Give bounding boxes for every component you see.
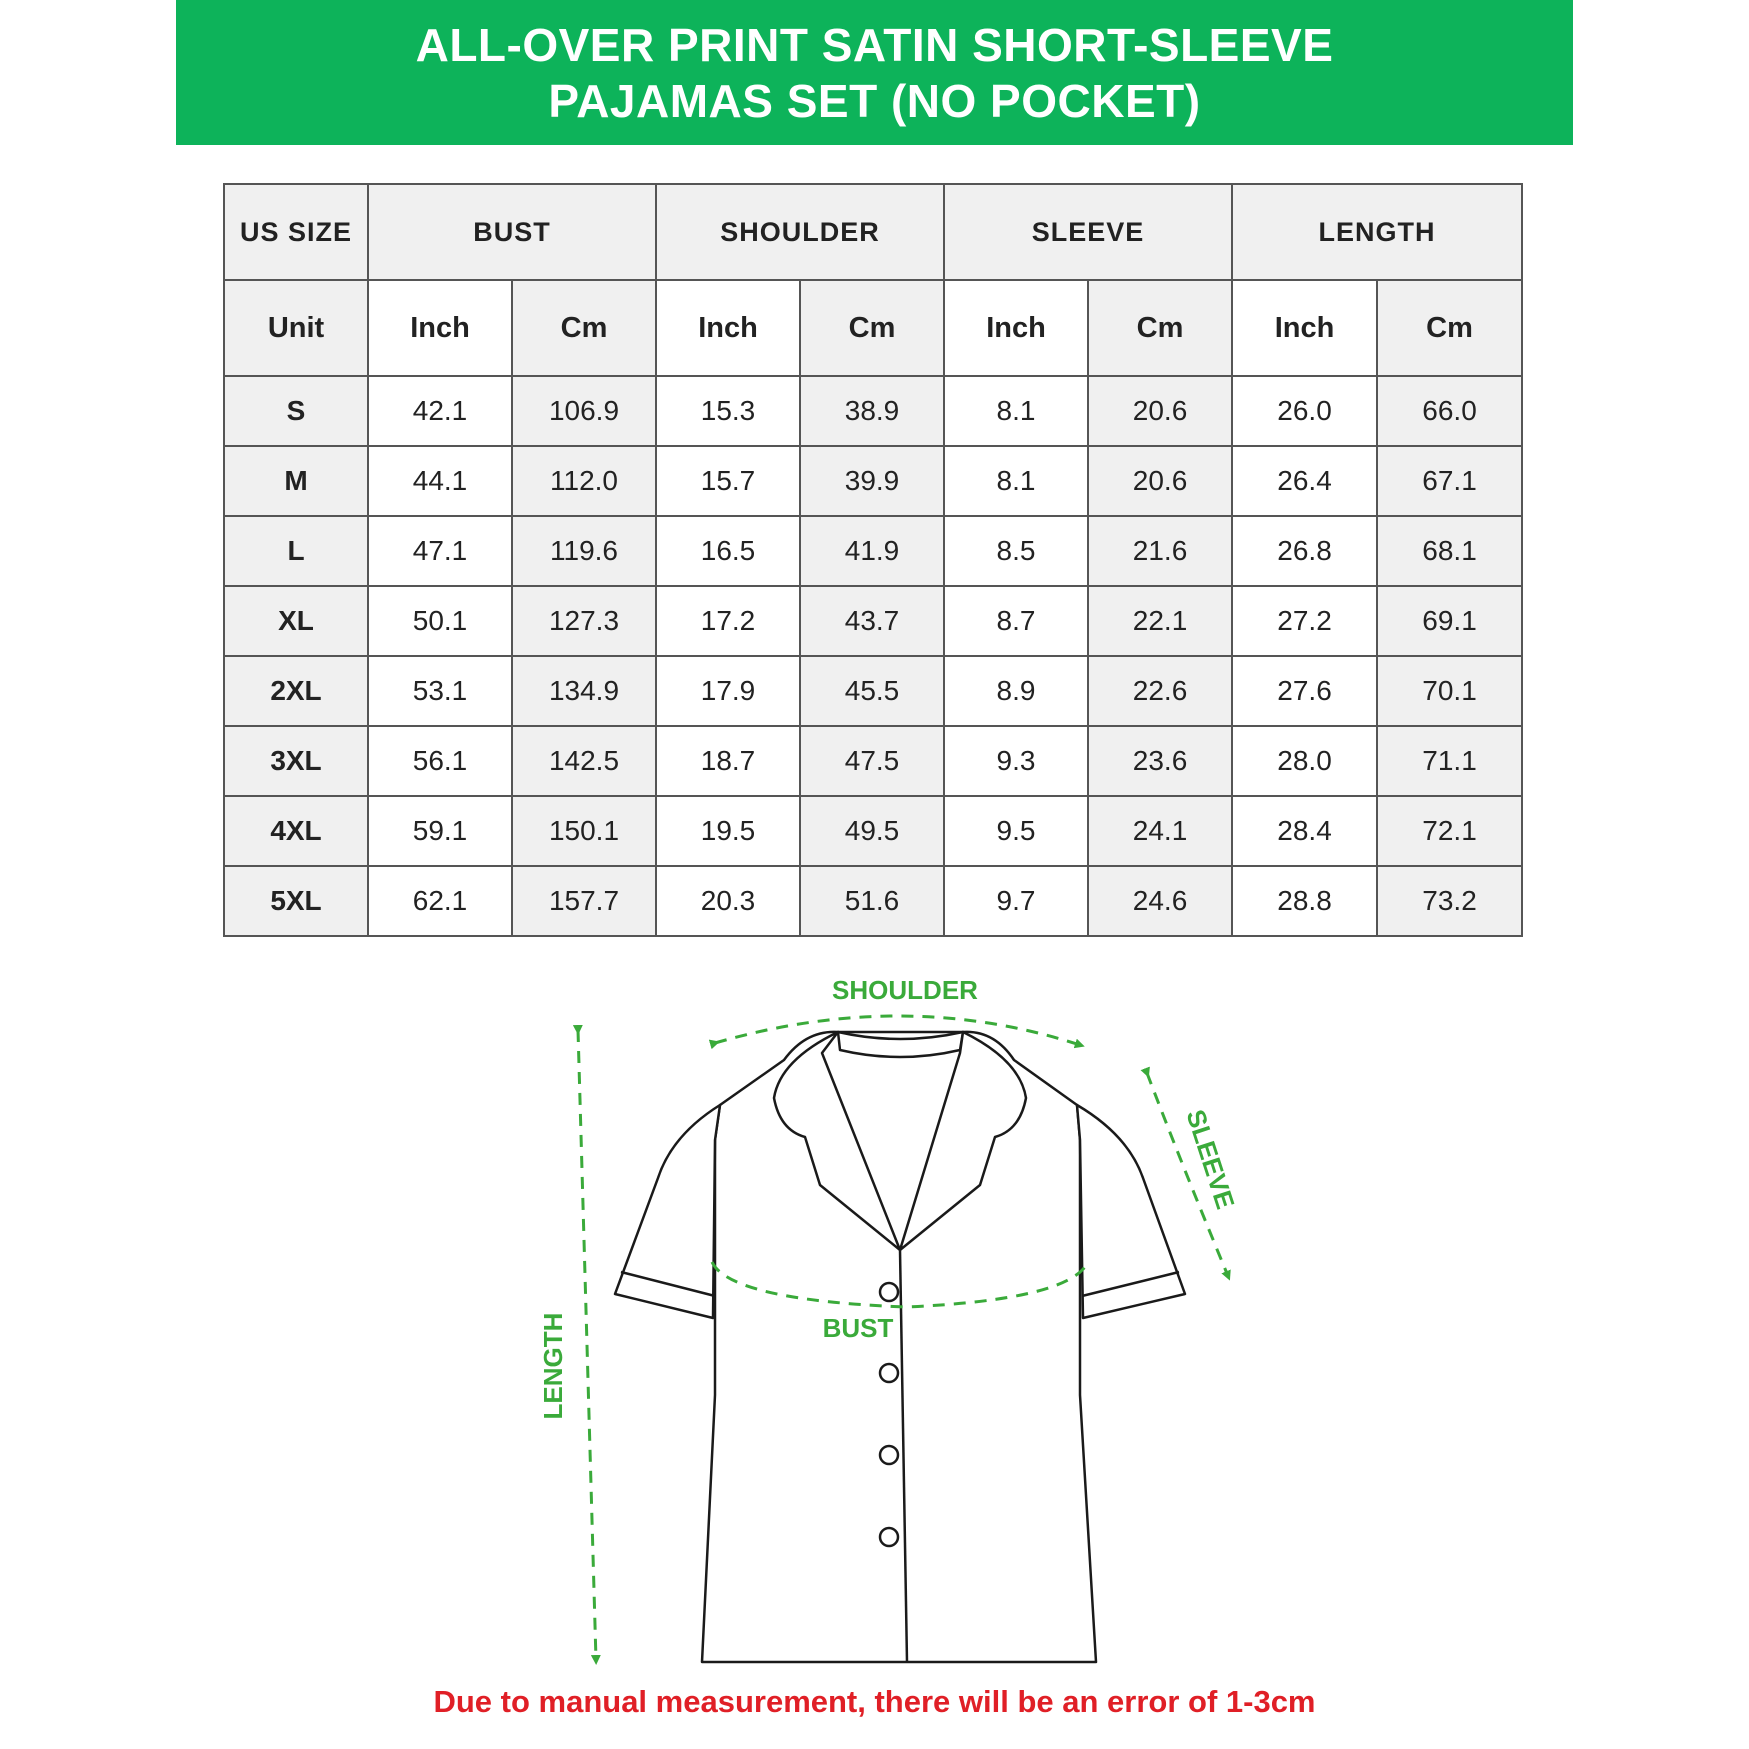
measurement-cell: 18.7 (656, 726, 800, 796)
title-line-2: PAJAMAS SET (NO POCKET) (548, 74, 1201, 127)
measurement-cell: 47.1 (368, 516, 512, 586)
measurement-cell: 56.1 (368, 726, 512, 796)
measurement-cell: 43.7 (800, 586, 944, 656)
button (880, 1528, 898, 1546)
measurement-cell: 51.6 (800, 866, 944, 936)
length-label: LENGTH (538, 1312, 568, 1420)
left-sleeve (615, 1105, 720, 1318)
measurement-cell: 42.1 (368, 376, 512, 446)
measurement-cell: 70.1 (1377, 656, 1522, 726)
unit-cell: Inch (656, 280, 800, 376)
measurement-cell: 24.1 (1088, 796, 1232, 866)
sleeve-header: SLEEVE (944, 184, 1232, 280)
measurement-cell: 27.2 (1232, 586, 1377, 656)
measurement-cell: 39.9 (800, 446, 944, 516)
measurement-cell: 23.6 (1088, 726, 1232, 796)
measurement-cell: 53.1 (368, 656, 512, 726)
size-cell: XL (224, 586, 368, 656)
measurement-cell: 150.1 (512, 796, 656, 866)
length-header: LENGTH (1232, 184, 1522, 280)
measurement-cell: 71.1 (1377, 726, 1522, 796)
measurement-cell: 142.5 (512, 726, 656, 796)
measurement-cell: 20.6 (1088, 376, 1232, 446)
size-cell: 5XL (224, 866, 368, 936)
measurement-cell: 28.4 (1232, 796, 1377, 866)
measurement-cell: 38.9 (800, 376, 944, 446)
unit-cell: Inch (368, 280, 512, 376)
measurement-cell: 68.1 (1377, 516, 1522, 586)
measurement-cell: 59.1 (368, 796, 512, 866)
measurement-cell: 157.7 (512, 866, 656, 936)
measurement-cell: 8.5 (944, 516, 1088, 586)
measurement-cell: 26.4 (1232, 446, 1377, 516)
measurement-cell: 22.6 (1088, 656, 1232, 726)
measurement-cell: 20.3 (656, 866, 800, 936)
size-cell: M (224, 446, 368, 516)
measurement-cell: 8.7 (944, 586, 1088, 656)
size-cell: 4XL (224, 796, 368, 866)
measurement-cell: 24.6 (1088, 866, 1232, 936)
measurement-cell: 16.5 (656, 516, 800, 586)
measurement-cell: 9.3 (944, 726, 1088, 796)
unit-label: Unit (224, 280, 368, 376)
unit-cell: Inch (1232, 280, 1377, 376)
bust-header: BUST (368, 184, 656, 280)
size-cell: L (224, 516, 368, 586)
measurement-cell: 41.9 (800, 516, 944, 586)
size-cell: 2XL (224, 656, 368, 726)
measurement-cell: 67.1 (1377, 446, 1522, 516)
measurement-cell: 15.3 (656, 376, 800, 446)
measurement-cell: 9.7 (944, 866, 1088, 936)
measurement-cell: 112.0 (512, 446, 656, 516)
button (880, 1364, 898, 1382)
measurement-cell: 49.5 (800, 796, 944, 866)
measurement-cell: 26.0 (1232, 376, 1377, 446)
unit-cell: Cm (512, 280, 656, 376)
measurement-cell: 20.6 (1088, 446, 1232, 516)
measurement-cell: 134.9 (512, 656, 656, 726)
measurement-cell: 26.8 (1232, 516, 1377, 586)
shirt-body (702, 1032, 1096, 1662)
measurement-cell: 72.1 (1377, 796, 1522, 866)
length-arrow (578, 1030, 596, 1660)
measurement-cell: 19.5 (656, 796, 800, 866)
unit-cell: Inch (944, 280, 1088, 376)
unit-cell: Cm (1377, 280, 1522, 376)
button (880, 1446, 898, 1464)
us-size-header: US SIZE (224, 184, 368, 280)
measurement-cell: 22.1 (1088, 586, 1232, 656)
unit-cell: Cm (800, 280, 944, 376)
size-cell: 3XL (224, 726, 368, 796)
measurement-cell: 45.5 (800, 656, 944, 726)
title-line-1: ALL-OVER PRINT SATIN SHORT-SLEEVE (415, 18, 1334, 71)
measurement-cell: 9.5 (944, 796, 1088, 866)
shoulder-label: SHOULDER (832, 975, 978, 1005)
measurement-cell: 66.0 (1377, 376, 1522, 446)
measurement-cell: 62.1 (368, 866, 512, 936)
measurement-cell: 8.1 (944, 376, 1088, 446)
measurement-cell: 106.9 (512, 376, 656, 446)
measurement-cell: 127.3 (512, 586, 656, 656)
measurement-cell: 119.6 (512, 516, 656, 586)
measurement-cell: 28.0 (1232, 726, 1377, 796)
measurement-cell: 27.6 (1232, 656, 1377, 726)
measurement-cell: 69.1 (1377, 586, 1522, 656)
measurement-cell: 17.9 (656, 656, 800, 726)
measurement-error-note: Due to manual measurement, there will be an error of 1-3cm (433, 1684, 1316, 1719)
measurement-cell: 50.1 (368, 586, 512, 656)
measurement-cell: 28.8 (1232, 866, 1377, 936)
measurement-cell: 8.1 (944, 446, 1088, 516)
shoulder-header: SHOULDER (656, 184, 944, 280)
measurement-cell: 17.2 (656, 586, 800, 656)
size-cell: S (224, 376, 368, 446)
measurement-cell: 44.1 (368, 446, 512, 516)
measurement-cell: 73.2 (1377, 866, 1522, 936)
measurement-cell: 21.6 (1088, 516, 1232, 586)
sleeve-label: SLEEVE (1180, 1105, 1241, 1213)
measurement-cell: 47.5 (800, 726, 944, 796)
button (880, 1283, 898, 1301)
bust-label: BUST (822, 1313, 894, 1343)
unit-cell: Cm (1088, 280, 1232, 376)
shirt-outline (615, 1032, 1185, 1662)
right-sleeve (1077, 1105, 1185, 1318)
measurement-cell: 8.9 (944, 656, 1088, 726)
measurement-cell: 15.7 (656, 446, 800, 516)
